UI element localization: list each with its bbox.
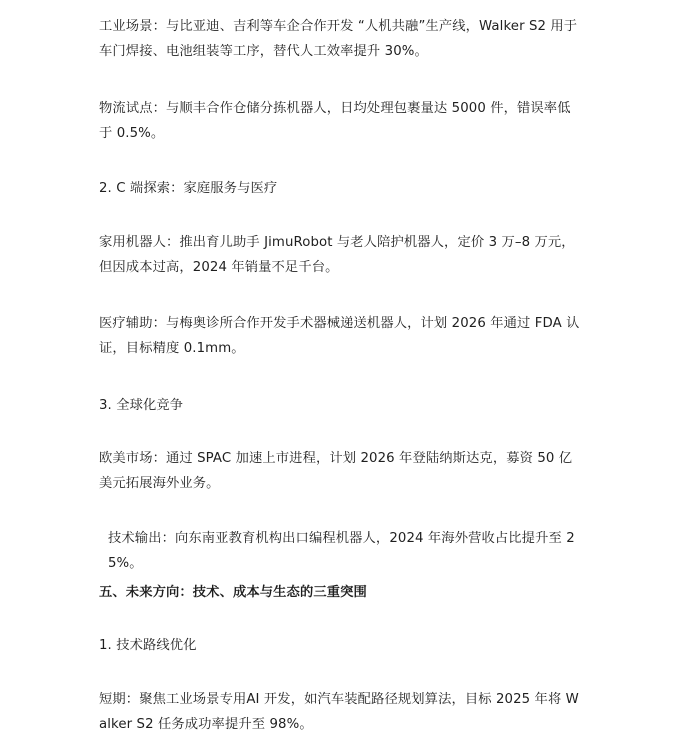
paragraph-short-term: 短期：聚焦工业场景专用AI 开发，如汽车装配路径规划算法，目标 2025 年将 Walker S2 任务成功率提升至 98%。	[99, 692, 579, 732]
paragraph-europe-us-market: 欧美市场：通过 SPAC 加速上市进程，计划 2026 年登陆纳斯达克，募资 50 亿美元拓展海外业务。	[99, 451, 573, 491]
subheading-global-competition: 3. 全球化竞争	[99, 398, 184, 413]
subheading-technical-route: 1. 技术路线优化	[99, 638, 197, 653]
section-heading-future-direction: 五、未来方向：技术、成本与生态的三重突围	[99, 585, 367, 600]
paragraph-industrial-scenario: 工业场景：与比亚迪、吉利等车企合作开发 “人机共融”生产线，Walker S2 用于车门焊接、电池组装等工序，替代人工效率提升 30%。	[99, 19, 578, 59]
paragraph-technology-export: 技术输出：向东南亚教育机构出口编程机器人，2024 年海外营收占比提升至 25%。	[108, 531, 575, 571]
paragraph-logistics-pilot: 物流试点：与顺丰合作仓储分拣机器人，日均处理包裹量达 5000 件，错误率低于 0.5%。	[99, 101, 571, 141]
paragraph-home-robot: 家用机器人：推出育儿助手 JimuRobot 与老人陪护机器人，定价 3 万–8 万元，但因成本过高，2024 年销量不足千台。	[99, 235, 575, 275]
paragraph-medical-assist: 医疗辅助：与梅奥诊所合作开发手术器械递送机器人，计划 2026 年通过 FDA 认证，目标精度 0.1mm。	[99, 316, 580, 356]
subheading-c-end-exploration: 2. C 端探索：家庭服务与医疗	[99, 181, 278, 196]
